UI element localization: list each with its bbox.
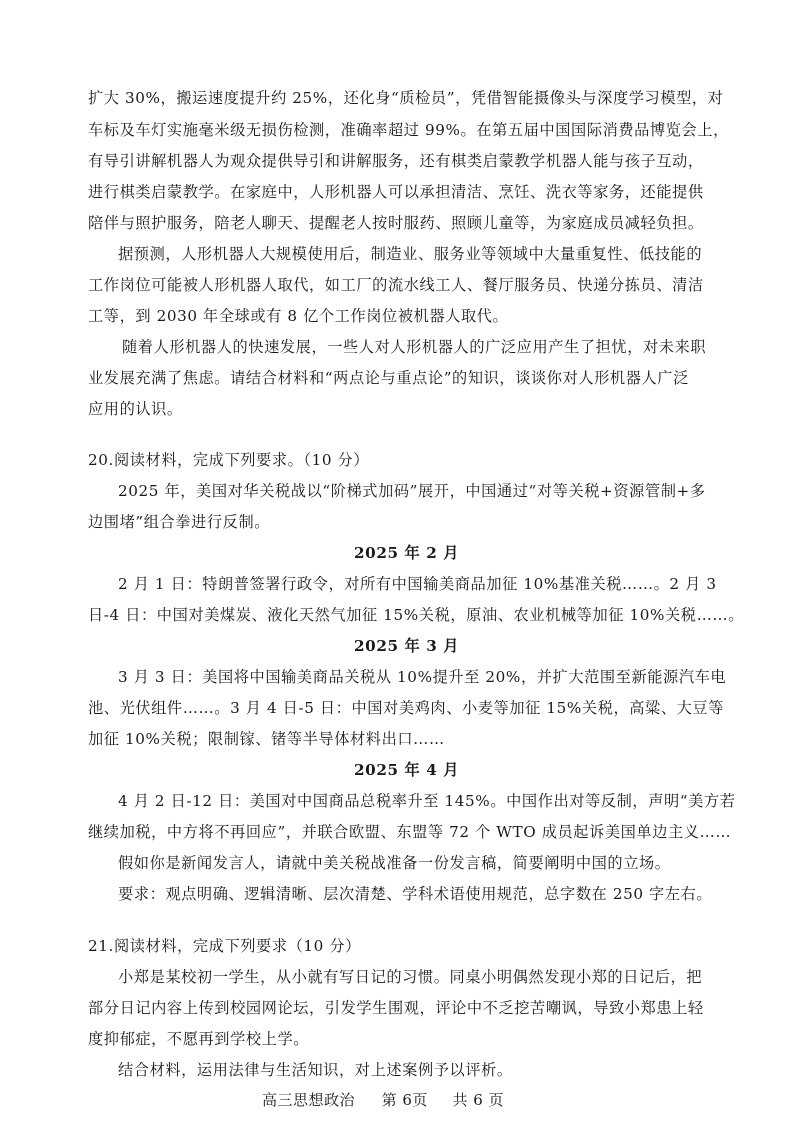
paragraph-line: 工等，到 2030 年全球或有 8 亿个工作岗位被机器人取代。	[88, 307, 509, 325]
paragraph-line: 池、光伏组件……。3 月 4 日-5 日：中国对美鸡肉、小麦等加征 15%关税，高粱、大豆等	[88, 699, 724, 717]
question-prompt-line: 随着人形机器人的快速发展，一些人对人形机器人的广泛应用产生了担忧，对未来职	[122, 338, 707, 356]
footer-page-total: 共 6 页	[452, 1091, 505, 1109]
paragraph-line: 4 月 2 日-12 日：美国对中国商品总税率升至 145%。中国作出对等反制，声明“美方若	[118, 792, 736, 810]
question-requirements-line: 要求：观点明确、逻辑清晰、层次清楚、学科术语使用规范，总字数在 250 字左右。	[118, 885, 713, 903]
question-prompt-line: 假如你是新闻发言人，请就中美关税战准备一份发言稿，简要阐明中国的立场。	[118, 854, 671, 872]
paragraph-line: 继续加税，中方将不再回应”，并联合欧盟、东盟等 72 个 WTO 成员起诉美国单边主义……	[88, 823, 732, 841]
month-heading-february: 2025 年 2 月	[354, 544, 460, 562]
paragraph-line: 2025 年，美国对华关税战以“阶梯式加码”展开，中国通过“对等关税+资源管制+多	[118, 482, 706, 500]
paragraph-line: 陪伴与照护服务，陪老人聊天、提醒老人按时服药、照顾儿童等，为家庭成员减轻负担。	[88, 214, 704, 232]
paragraph-line: 扩大 30%，搬运速度提升约 25%，还化身“质检员”，凭借智能摄像头与深度学习模型，对	[88, 89, 724, 107]
month-heading-april: 2025 年 4 月	[354, 761, 460, 779]
question-20-heading: 20.阅读材料，完成下列要求。（10 分）	[88, 451, 370, 469]
page-footer	[262, 1090, 504, 1110]
paragraph-line: 度抑郁症，不愿再到学校上学。	[88, 1030, 310, 1048]
footer-subject: 高三思想政治	[262, 1091, 356, 1109]
paragraph-line: 3 月 3 日：美国将中国输美商品关税从 10%提升至 20%，并扩大范围至新能源汽车电	[118, 668, 727, 686]
paragraph-line: 车标及车灯实施毫米级无损伤检测，准确率超过 99%。在第五届中国国际消费品博览会上，	[88, 121, 729, 139]
question-prompt-line: 业发展充满了焦虑。请结合材料和“两点论与重点论”的知识，谈谈你对人形机器人广泛	[88, 369, 689, 387]
paragraph-line: 工作岗位可能被人形机器人取代，如工厂的流水线工人、餐厅服务员、快递分拣员、清洁	[88, 276, 704, 294]
question-21-heading: 21.阅读材料，完成下列要求（10 分）	[88, 937, 361, 955]
paragraph-line: 加征 10%关税；限制镓、锗等半导体材料出口……	[88, 730, 445, 748]
question-prompt-line: 结合材料，运用法律与生活知识，对上述案例予以评析。	[118, 1061, 513, 1079]
footer-page-current: 第 6页	[381, 1091, 428, 1109]
paragraph-line: 进行棋类启蒙教学。在家庭中，人形机器人可以承担清洁、烹饪、洗衣等家务，还能提供	[88, 183, 704, 201]
month-heading-march: 2025 年 3 月	[354, 637, 460, 655]
paragraph-line: 2 月 1 日：特朗普签署行政令，对所有中国输美商品加征 10%基准关税……。2 月 3	[118, 575, 717, 593]
paragraph-line: 边围堵”组合拳进行反制。	[88, 513, 271, 531]
paragraph-line: 据预测，人形机器人大规模使用后，制造业、服务业等领域中大量重复性、低技能的	[118, 245, 703, 263]
question-prompt-line: 应用的认识。	[88, 400, 183, 418]
paragraph-line: 部分日记内容上传到校园网论坛，引发学生围观，评论中不乏挖苦嘲讽，导致小郑患上轻	[88, 999, 704, 1017]
paragraph-line: 日-4 日：中国对美煤炭、液化天然气加征 15%关税，原油、农业机械等加征 10%关税……。	[88, 606, 744, 624]
paragraph-line: 有导引讲解机器人为观众提供导引和讲解服务，还有棋类启蒙教学机器人能与孩子互动，	[88, 152, 704, 170]
paragraph-line: 小郑是某校初一学生，从小就有写日记的习惯。同桌小明偶然发现小郑的日记后，把	[118, 968, 703, 986]
